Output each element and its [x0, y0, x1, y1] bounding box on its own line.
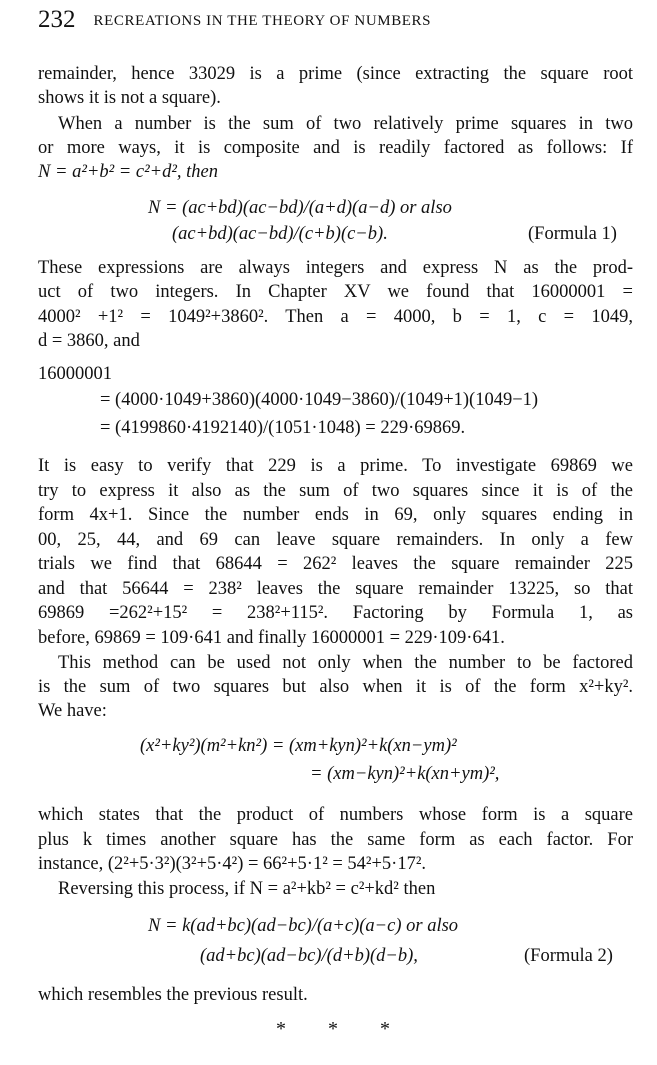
- section-break-star: *: [276, 1018, 286, 1040]
- formula-1-line-2: (ac+bd)(ac−bd)/(c+b)(c−b).: [172, 224, 388, 244]
- text-line: It is easy to verify that 229 is a prime. To investigate 69869 we: [38, 456, 633, 476]
- text-line: remainder, hence 33029 is a prime (since extracting the square root: [38, 64, 633, 84]
- text-line: which states that the product of numbers whose form is a square: [38, 805, 633, 825]
- text-line: plus k times another square has the same form as each factor. For: [38, 830, 633, 850]
- text-line: form 4x+1. Since the number ends in 69, only squares ending in: [38, 505, 633, 525]
- text-line: d = 3860, and: [38, 331, 140, 351]
- text-line: before, 69869 = 109·641 and finally 16000001 = 229·109·641.: [38, 628, 505, 648]
- text-line: uct of two integers. In Chapter XV we found that 16000001 =: [38, 282, 633, 302]
- identity-line-1: (x²+ky²)(m²+kn²) = (xm+kyn)²+k(xn−ym)²: [140, 736, 457, 756]
- text-line: Reversing this process, if N = a²+kb² = c²+kd² then: [58, 879, 436, 899]
- text-line: 69869 =262²+15² = 238²+115². Factoring by Formula 1, as: [38, 603, 633, 623]
- text-line: We have:: [38, 701, 107, 721]
- text-line: which resembles the previous result.: [38, 985, 308, 1005]
- equation-line: 16000001: [38, 364, 112, 384]
- text-line: trials we find that 68644 = 262² leaves the square remainder 225: [38, 554, 633, 574]
- text-line: When a number is the sum of two relatively prime squares in two: [58, 114, 633, 134]
- text-line: instance, (2²+5·3²)(3²+5·4²) = 66²+5·1² = 54²+5·17².: [38, 854, 426, 874]
- section-break-star: *: [380, 1018, 390, 1040]
- text-line: or more ways, it is composite and is readily factored as follows: If: [38, 138, 633, 158]
- section-break-star: *: [328, 1018, 338, 1040]
- text-line: 4000² +1² = 1049²+3860². Then a = 4000, b = 1, c = 1049,: [38, 307, 633, 327]
- text-line: This method can be used not only when the number to be factored: [58, 653, 633, 673]
- formula-2-line-2: (ad+bc)(ad−bc)/(d+b)(d−b),: [200, 946, 418, 966]
- equation-line: = (4199860·4192140)/(1051·1048) = 229·69869.: [100, 418, 466, 438]
- formula-2-label: (Formula 2): [524, 946, 613, 966]
- page-number: 232: [38, 6, 76, 33]
- running-title: RECREATIONS IN THE THEORY OF NUMBERS: [93, 13, 432, 29]
- text-line: N = a²+b² = c²+d², then: [38, 162, 219, 182]
- page-header: [38, 6, 431, 34]
- text-line: These expressions are always integers and express N as the prod-: [38, 258, 633, 278]
- identity-line-2: = (xm−kyn)²+k(xn+ym)²,: [310, 764, 500, 784]
- text-line: 00, 25, 44, and 69 can leave square remainders. In only a few: [38, 530, 633, 550]
- equation-line: = (4000·1049+3860)(4000·1049−3860)/(1049+1)(1049−1): [100, 390, 539, 410]
- formula-2-line-1: N = k(ad+bc)(ad−bc)/(a+c)(a−c) or also: [148, 916, 459, 936]
- text-line: try to express it also as the sum of two squares since it is of the: [38, 481, 633, 501]
- text-line: and that 56644 = 238² leaves the square remainder 13225, so that: [38, 579, 633, 599]
- text-line: is the sum of two squares but also when it is of the form x²+ky².: [38, 677, 633, 697]
- formula-1-label: (Formula 1): [528, 224, 617, 244]
- text-line: shows it is not a square).: [38, 88, 221, 108]
- formula-1-line-1: N = (ac+bd)(ac−bd)/(a+d)(a−d) or also: [148, 198, 452, 218]
